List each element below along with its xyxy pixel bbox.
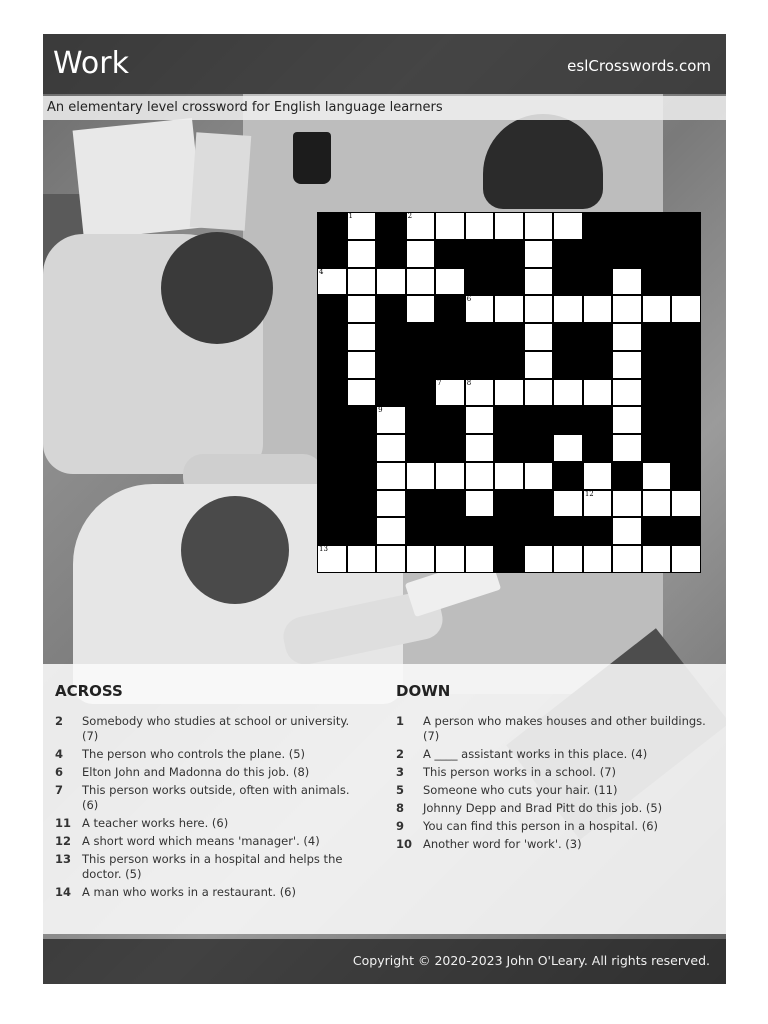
crossword-cell[interactable] xyxy=(612,379,642,407)
crossword-cell[interactable] xyxy=(317,268,347,296)
down-clue xyxy=(396,819,706,834)
crossword-block xyxy=(671,323,701,351)
down-clues xyxy=(396,682,706,855)
crossword-cell[interactable] xyxy=(612,295,642,323)
crossword-cell[interactable] xyxy=(612,434,642,462)
crossword-cell[interactable] xyxy=(612,490,642,518)
crossword-cell[interactable] xyxy=(524,295,554,323)
clue-text: This person works in a school. (7) xyxy=(423,765,617,779)
crossword-cell[interactable] xyxy=(612,517,642,545)
clue-text: You can find this person in a hospital. (6) xyxy=(423,819,658,833)
crossword-cell[interactable] xyxy=(406,212,436,240)
crossword-block xyxy=(435,490,465,518)
crossword-cell[interactable] xyxy=(642,490,672,518)
crossword-block xyxy=(494,323,524,351)
clue-number: 11 xyxy=(348,461,358,470)
crossword-cell[interactable] xyxy=(553,295,583,323)
background-photo-document xyxy=(190,132,251,231)
crossword-cell[interactable] xyxy=(612,351,642,379)
clue-number: 5 xyxy=(643,267,649,276)
crossword-cell[interactable] xyxy=(435,545,465,573)
crossword-cell[interactable] xyxy=(376,517,406,545)
crossword-block xyxy=(583,240,613,268)
crossword-cell[interactable] xyxy=(406,268,436,296)
crossword-block xyxy=(553,240,583,268)
crossword-block xyxy=(317,406,347,434)
crossword-block xyxy=(317,517,347,545)
background-photo-man-head xyxy=(161,232,273,344)
crossword-cell[interactable] xyxy=(406,545,436,573)
crossword-block xyxy=(671,462,701,490)
crossword-cell[interactable] xyxy=(583,379,613,407)
clue-number: 9 xyxy=(378,406,383,415)
crossword-cell[interactable] xyxy=(347,379,377,407)
crossword-cell[interactable] xyxy=(347,212,377,240)
crossword-cell[interactable] xyxy=(524,462,554,490)
crossword-cell[interactable] xyxy=(524,268,554,296)
crossword-cell[interactable] xyxy=(435,212,465,240)
copyright-notice: Copyright © 2020-2023 John O'Leary. All rights reserved. xyxy=(352,953,710,968)
crossword-cell[interactable] xyxy=(435,268,465,296)
crossword-block xyxy=(435,434,465,462)
across-clue-list xyxy=(55,714,365,900)
down-heading: DOWN xyxy=(396,682,451,700)
crossword-block xyxy=(465,351,495,379)
crossword-cell[interactable] xyxy=(524,351,554,379)
crossword-block xyxy=(435,240,465,268)
clue-number: 9 xyxy=(396,819,405,833)
crossword-block xyxy=(347,406,377,434)
crossword-block xyxy=(376,351,406,379)
crossword-block xyxy=(583,268,613,296)
clue-number: 2 xyxy=(396,747,405,761)
crossword-block xyxy=(642,517,672,545)
crossword-block xyxy=(406,490,436,518)
crossword-block xyxy=(583,406,613,434)
crossword-block xyxy=(376,240,406,268)
crossword-block xyxy=(494,268,524,296)
crossword-cell[interactable] xyxy=(583,490,613,518)
crossword-block xyxy=(671,240,701,268)
worksheet xyxy=(43,34,726,984)
crossword-cell[interactable] xyxy=(317,545,347,573)
background-photo-papers xyxy=(73,118,204,240)
crossword-block xyxy=(671,406,701,434)
crossword-block xyxy=(583,434,613,462)
footer xyxy=(43,939,726,984)
crossword-block xyxy=(317,212,347,240)
crossword-cell[interactable] xyxy=(347,351,377,379)
crossword-cell[interactable] xyxy=(524,545,554,573)
clue-text: A man who works in a restaurant. (6) xyxy=(82,885,296,899)
clue-text: Another word for 'work'. (3) xyxy=(423,837,582,851)
clue-number: 7 xyxy=(437,378,442,387)
crossword-block xyxy=(553,462,583,490)
crossword-cell[interactable] xyxy=(376,462,406,490)
clue-number: 11 xyxy=(55,816,72,830)
crossword-cell[interactable] xyxy=(406,462,436,490)
crossword-block xyxy=(524,434,554,462)
crossword-block xyxy=(642,406,672,434)
clue-number: 6 xyxy=(466,295,472,304)
crossword-block xyxy=(671,434,701,462)
crossword-block xyxy=(553,268,583,296)
crossword-block xyxy=(406,323,436,351)
clue-number: 8 xyxy=(396,801,405,815)
clue-text: A teacher works here. (6) xyxy=(82,816,229,830)
crossword-block xyxy=(583,517,613,545)
title-bar xyxy=(43,34,726,94)
crossword-block xyxy=(376,323,406,351)
crossword-block xyxy=(671,268,701,296)
crossword-cell[interactable] xyxy=(553,490,583,518)
crossword-cell[interactable] xyxy=(347,323,377,351)
background-photo-man-head xyxy=(181,496,289,604)
down-clue xyxy=(396,714,706,744)
across-clue xyxy=(55,714,365,744)
clue-number: 2 xyxy=(55,714,64,728)
crossword-cell[interactable] xyxy=(465,434,495,462)
crossword-cell[interactable] xyxy=(494,379,524,407)
down-clue xyxy=(396,801,706,816)
crossword-cell[interactable] xyxy=(465,462,495,490)
clue-number: 4 xyxy=(55,747,64,761)
crossword-cell[interactable] xyxy=(612,545,642,573)
clue-number: 3 xyxy=(584,212,590,220)
clue-number: 8 xyxy=(466,378,472,387)
crossword-cell[interactable] xyxy=(671,545,701,573)
clues-panel xyxy=(43,664,726,934)
down-clue-list xyxy=(396,714,706,852)
crossword-cell[interactable] xyxy=(406,295,436,323)
crossword-block xyxy=(376,212,406,240)
crossword-block xyxy=(435,295,465,323)
crossword-block xyxy=(494,240,524,268)
crossword-block xyxy=(406,351,436,379)
crossword-cell[interactable] xyxy=(465,212,495,240)
crossword-block xyxy=(317,434,347,462)
clue-number: 2 xyxy=(407,212,413,220)
crossword-block xyxy=(553,323,583,351)
crossword-cell[interactable] xyxy=(347,268,377,296)
subtitle-bar xyxy=(43,96,726,120)
down-clue xyxy=(396,837,706,852)
crossword-block xyxy=(583,351,613,379)
crossword-cell[interactable] xyxy=(376,490,406,518)
crossword-block xyxy=(317,490,347,518)
crossword-cell[interactable] xyxy=(524,323,554,351)
crossword-block xyxy=(494,434,524,462)
site-name: eslCrosswords.com xyxy=(567,57,711,75)
crossword-block xyxy=(317,462,347,490)
crossword-cell[interactable] xyxy=(406,240,436,268)
crossword-block xyxy=(553,517,583,545)
crossword-block xyxy=(612,462,642,490)
crossword-cell[interactable] xyxy=(347,545,377,573)
crossword-block xyxy=(465,323,495,351)
across-clue xyxy=(55,852,365,882)
crossword-cell[interactable] xyxy=(583,295,613,323)
clue-text: A ____ assistant works in this place. (4) xyxy=(423,747,648,761)
crossword-block xyxy=(465,240,495,268)
crossword-block xyxy=(317,379,347,407)
crossword-block xyxy=(642,323,672,351)
crossword-cell[interactable] xyxy=(465,490,495,518)
crossword-block xyxy=(376,379,406,407)
clue-text: Johnny Depp and Brad Pitt do this job. (5) xyxy=(423,801,663,815)
clue-text: Somebody who studies at school or university. (7) xyxy=(82,714,350,743)
clue-text: The person who controls the plane. (5) xyxy=(82,747,306,761)
clue-text: This person works outside, often with animals. (6) xyxy=(82,783,350,812)
crossword-cell[interactable] xyxy=(583,462,613,490)
crossword-cell[interactable] xyxy=(376,406,406,434)
crossword-cell[interactable] xyxy=(553,434,583,462)
crossword-cell[interactable] xyxy=(465,295,495,323)
crossword-block xyxy=(317,323,347,351)
crossword-cell[interactable] xyxy=(435,379,465,407)
crossword-block xyxy=(553,351,583,379)
crossword-block xyxy=(347,490,377,518)
page-subtitle: An elementary level crossword for English language learners xyxy=(47,100,443,115)
clue-number: 7 xyxy=(55,783,64,797)
crossword-block xyxy=(671,379,701,407)
across-clue xyxy=(55,747,365,762)
crossword-block xyxy=(406,517,436,545)
crossword-block xyxy=(465,268,495,296)
crossword-block xyxy=(642,212,672,240)
crossword-block xyxy=(642,240,672,268)
down-clue xyxy=(396,765,706,780)
clue-number: 1 xyxy=(348,212,353,220)
crossword-cell[interactable] xyxy=(494,462,524,490)
crossword-cell[interactable] xyxy=(642,462,672,490)
crossword-block xyxy=(642,379,672,407)
clue-number: 3 xyxy=(396,765,405,779)
clue-number: 14 xyxy=(55,885,72,899)
crossword-block xyxy=(317,351,347,379)
crossword-block xyxy=(671,351,701,379)
crossword-cell[interactable] xyxy=(347,240,377,268)
crossword-block xyxy=(612,212,642,240)
across-clue xyxy=(55,885,365,900)
clue-number: 10 xyxy=(396,837,413,851)
crossword-block xyxy=(494,517,524,545)
crossword-cell[interactable] xyxy=(465,379,495,407)
crossword-cell[interactable] xyxy=(612,406,642,434)
crossword-block xyxy=(347,517,377,545)
crossword-block xyxy=(494,490,524,518)
crossword-cell[interactable] xyxy=(376,545,406,573)
clue-number: 10 xyxy=(584,434,594,443)
down-clue xyxy=(396,747,706,762)
crossword-cell[interactable] xyxy=(494,295,524,323)
clue-number: 12 xyxy=(55,834,72,848)
crossword-cell[interactable] xyxy=(494,212,524,240)
crossword-block xyxy=(376,295,406,323)
clue-number: 1 xyxy=(396,714,405,728)
down-clue xyxy=(396,783,706,798)
crossword-block xyxy=(317,295,347,323)
crossword-block xyxy=(524,406,554,434)
crossword-block xyxy=(612,240,642,268)
crossword-block xyxy=(494,406,524,434)
crossword-cell[interactable] xyxy=(376,268,406,296)
crossword-cell[interactable] xyxy=(435,462,465,490)
crossword-block xyxy=(583,323,613,351)
crossword-cell[interactable] xyxy=(553,379,583,407)
across-clue xyxy=(55,783,365,813)
crossword-block xyxy=(435,406,465,434)
crossword-cell[interactable] xyxy=(671,490,701,518)
crossword-block xyxy=(671,517,701,545)
across-clue xyxy=(55,816,365,831)
page-title: Work xyxy=(53,46,129,81)
crossword-block xyxy=(435,351,465,379)
crossword-block xyxy=(494,545,524,573)
across-clue xyxy=(55,765,365,780)
crossword-cell[interactable] xyxy=(553,545,583,573)
crossword-block xyxy=(406,434,436,462)
crossword-block xyxy=(642,434,672,462)
clue-number: 12 xyxy=(584,489,594,498)
clue-text: This person works in a hospital and helps the doctor. (5) xyxy=(82,852,343,881)
crossword-block xyxy=(583,212,613,240)
crossword-cell[interactable] xyxy=(671,295,701,323)
crossword-cell[interactable] xyxy=(553,212,583,240)
background-photo-mug xyxy=(293,132,331,184)
clue-number: 4 xyxy=(319,267,324,276)
crossword-cell[interactable] xyxy=(524,240,554,268)
crossword-cell[interactable] xyxy=(583,545,613,573)
crossword-cell[interactable] xyxy=(612,268,642,296)
clue-text: Elton John and Madonna do this job. (8) xyxy=(82,765,310,779)
crossword-block xyxy=(671,212,701,240)
clue-text: A person who makes houses and other buildings. (7) xyxy=(423,714,706,743)
crossword-block xyxy=(553,406,583,434)
crossword-cell[interactable] xyxy=(642,295,672,323)
crossword-block xyxy=(524,490,554,518)
crossword-block xyxy=(465,517,495,545)
clue-number: 5 xyxy=(396,783,405,797)
clue-number: 13 xyxy=(55,852,72,866)
clue-text: A short word which means 'manager'. (4) xyxy=(82,834,320,848)
crossword-block xyxy=(406,406,436,434)
crossword-cell[interactable] xyxy=(524,212,554,240)
clue-number: 6 xyxy=(55,765,64,779)
crossword-cell[interactable] xyxy=(524,379,554,407)
clue-number: 13 xyxy=(319,545,328,554)
crossword-cell[interactable] xyxy=(465,545,495,573)
crossword-cell[interactable] xyxy=(612,323,642,351)
crossword-block xyxy=(494,351,524,379)
across-clues xyxy=(55,682,365,903)
clue-number: 14 xyxy=(496,545,506,554)
crossword-block xyxy=(347,434,377,462)
crossword-cell[interactable] xyxy=(347,295,377,323)
crossword-block xyxy=(642,268,672,296)
crossword-block xyxy=(317,240,347,268)
clue-text: Someone who cuts your hair. (11) xyxy=(423,783,618,797)
crossword-block xyxy=(524,517,554,545)
crossword-cell[interactable] xyxy=(376,434,406,462)
crossword-block xyxy=(406,379,436,407)
crossword-block xyxy=(347,462,377,490)
crossword-cell[interactable] xyxy=(642,545,672,573)
crossword-cell[interactable] xyxy=(465,406,495,434)
crossword-block xyxy=(435,323,465,351)
across-clue xyxy=(55,834,365,849)
crossword-grid xyxy=(317,212,701,573)
across-heading: ACROSS xyxy=(55,682,123,700)
crossword-block xyxy=(435,517,465,545)
crossword-block xyxy=(642,351,672,379)
